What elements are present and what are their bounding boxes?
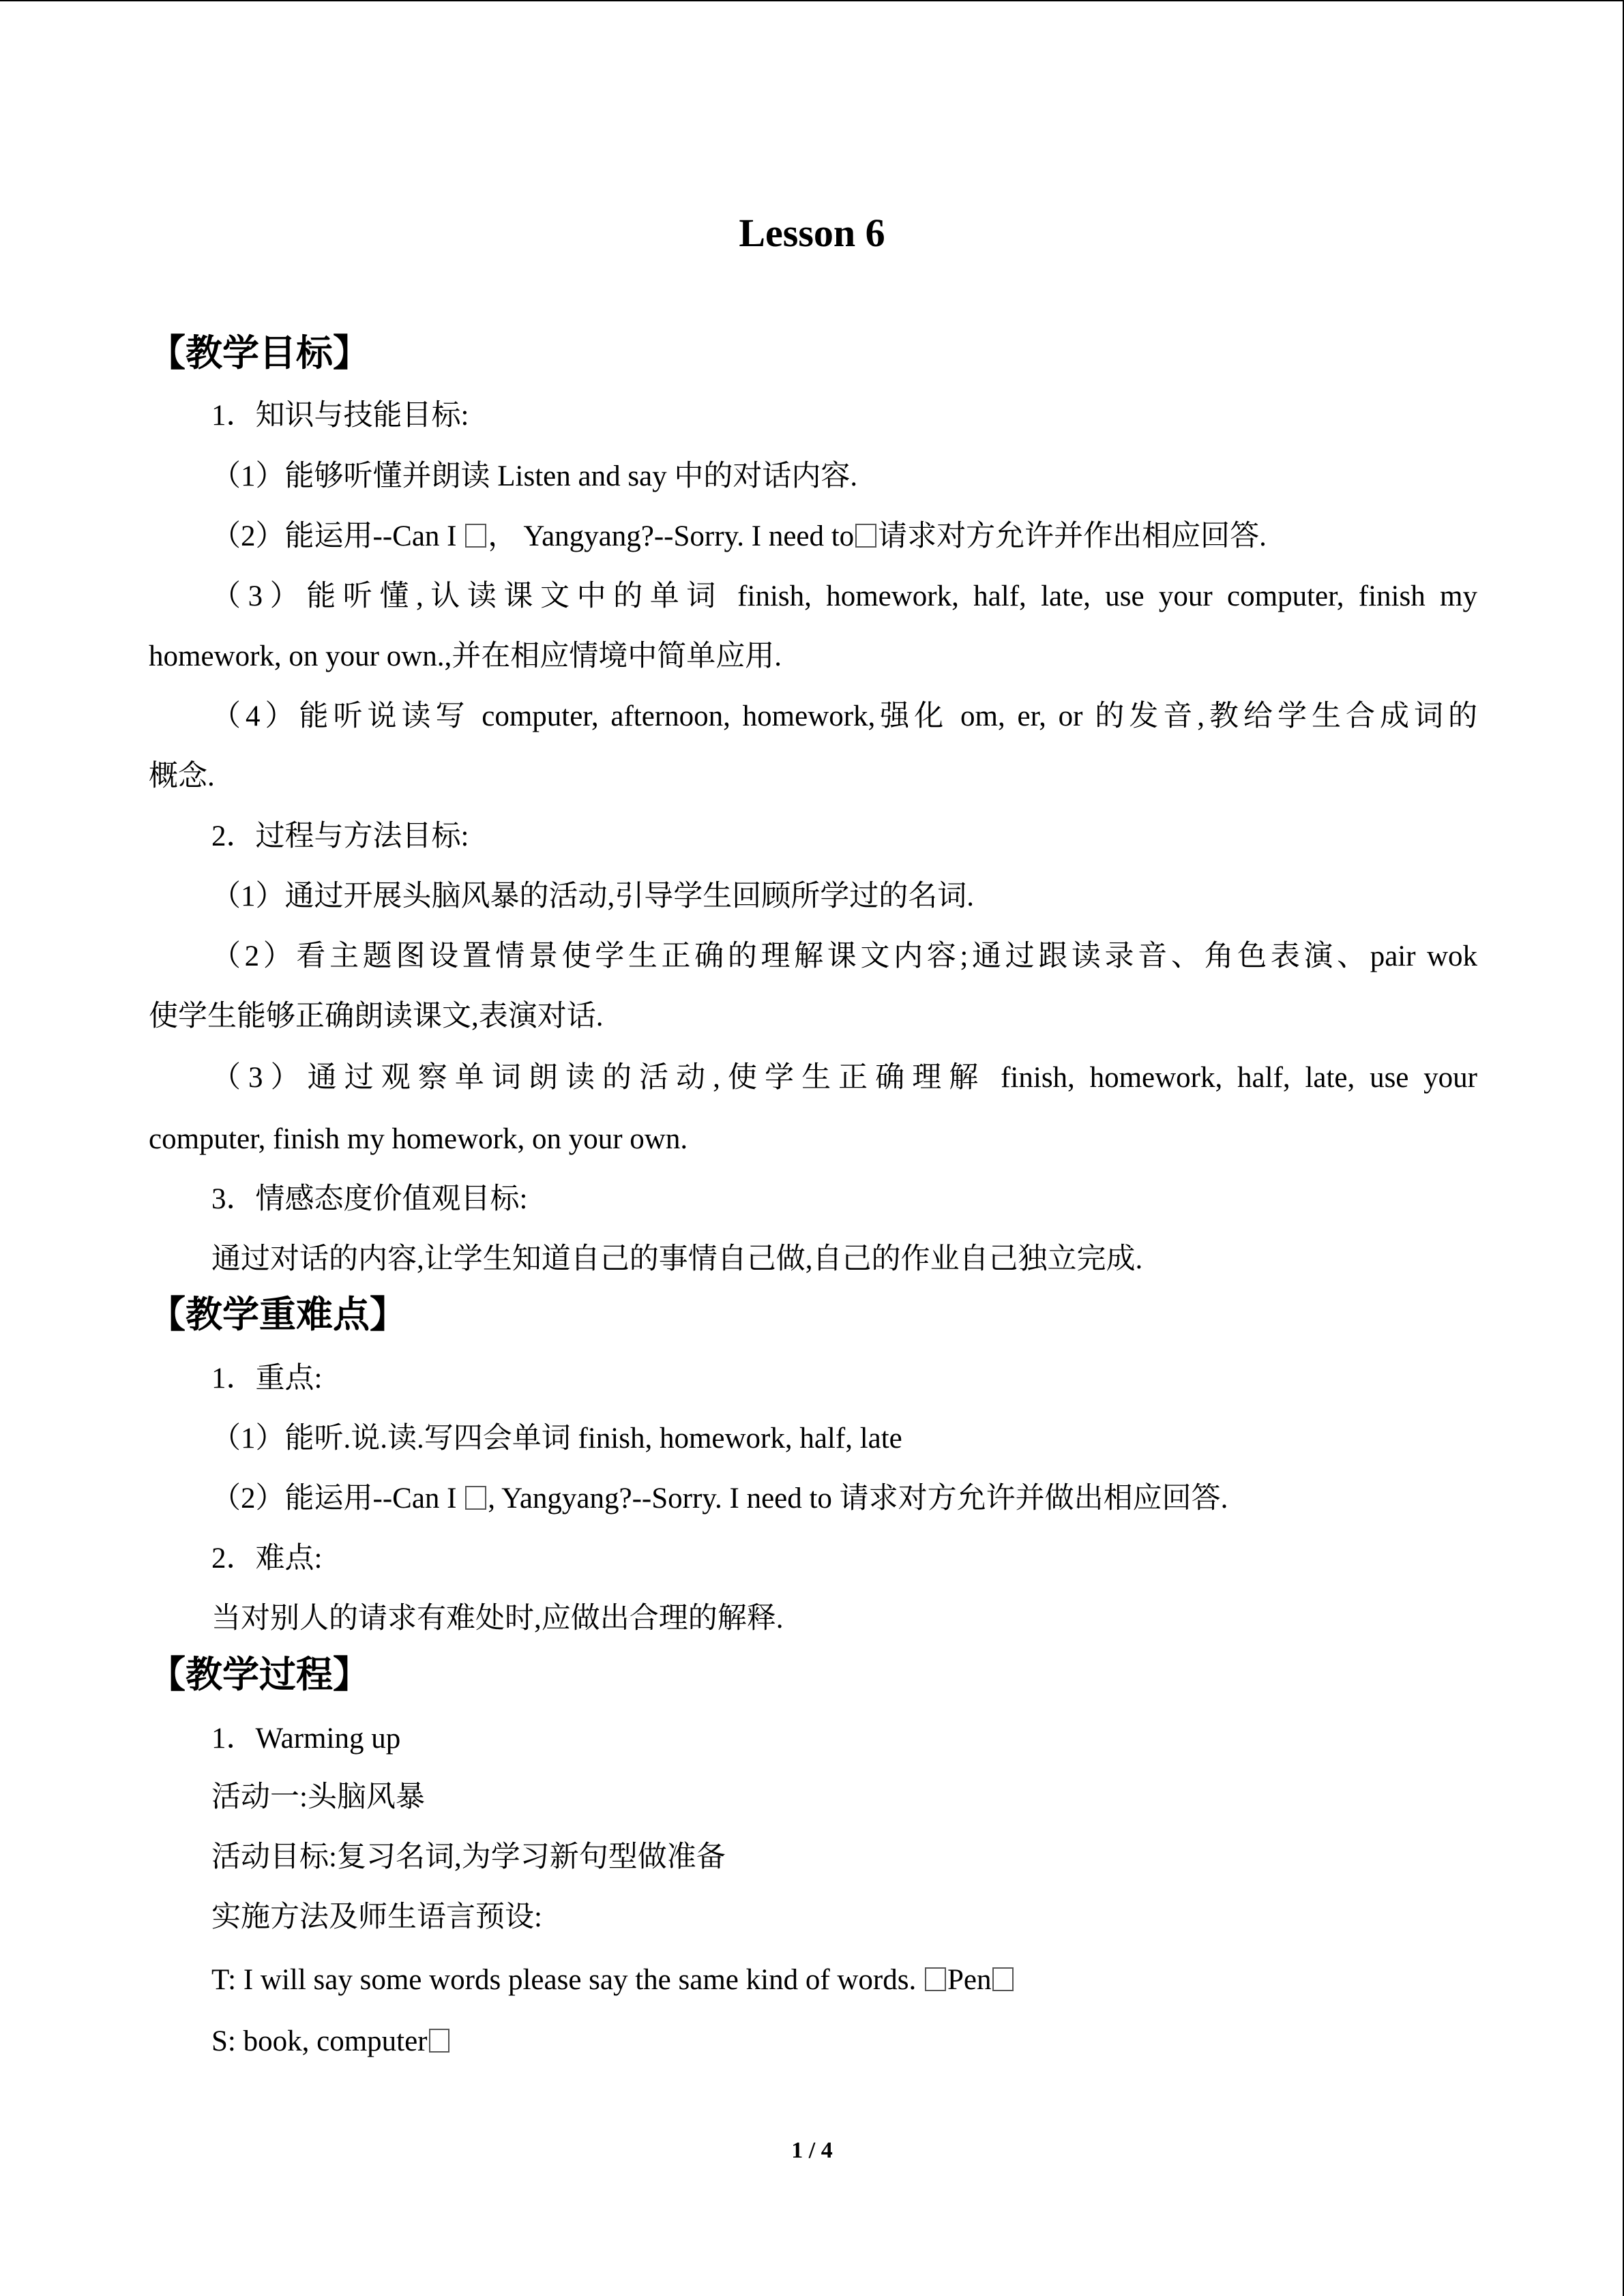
knowledge-item-2 — [211, 516, 1267, 557]
placeholder-box-icon — [992, 1967, 1014, 1991]
difficulty-text: 当对别人的请求有难处时,应做出合理的解释. — [211, 1602, 784, 1635]
process-item-2-line-1: （2）看主题图设置情景使学生正确的理解课文内容;通过跟读录音、角色表演、pair wok — [211, 940, 1477, 972]
method-label: 实施方法及师生语言预设: — [211, 1901, 542, 1933]
activity-title: 活动一:头脑风暴 — [211, 1781, 425, 1813]
placeholder-box-icon — [465, 524, 486, 548]
process-label: 2．过程与方法目标: — [211, 820, 469, 852]
activity-goal: 活动目标:复习名词,为学习新句型做准备 — [211, 1841, 726, 1873]
knowledge-item-4-line-1: （4）能听说读写 computer, afternoon, homework,强化 om, er, or 的发音,教给学生合成词的 — [211, 700, 1477, 732]
emotion-text: 通过对话的内容,让学生知道自己的事情自己做,自己的作业自己独立完成. — [211, 1243, 1143, 1275]
teacher-line — [211, 1960, 1015, 2001]
focus-item-1: （1）能听.说.读.写四会单词 finish, homework, half, late — [211, 1422, 902, 1455]
section-heading-procedure: 【教学过程】 — [149, 1653, 370, 1696]
process-item-3-line-1: （3）通过观察单词朗读的活动,使学生正确理解 finish, homework, half, late, use your — [211, 1062, 1477, 1094]
section-heading-key-points: 【教学重难点】 — [149, 1293, 407, 1336]
focus-label: 1．重点: — [211, 1362, 323, 1395]
focus-item-2-part-b: , Yangyang?--Sorry. I need to 请求对方允许并做出相应回答. — [488, 1482, 1228, 1515]
student-line — [211, 2021, 451, 2062]
knowledge-item-2-part-b: ， Yangyang?--Sorry. I need to — [488, 520, 855, 552]
placeholder-box-icon — [429, 2029, 450, 2053]
placeholder-box-icon — [855, 524, 876, 548]
knowledge-item-3-line-1: （3）能听懂,认读课文中的单词 finish, homework, half, late, use your computer, finish my — [211, 580, 1477, 612]
difficulty-label: 2．难点: — [211, 1542, 323, 1575]
knowledge-item-2-part-a: （2）能运用--Can I — [211, 520, 464, 552]
knowledge-item-4-line-2: 概念. — [149, 760, 215, 792]
knowledge-item-1: （1）能够听懂并朗读 Listen and say 中的对话内容. — [211, 460, 858, 492]
step-label: 1．Warming up — [211, 1723, 401, 1755]
process-item-1: （1）通过开展头脑风暴的活动,引导学生回顾所学过的名词. — [211, 880, 974, 912]
page-title: Lesson 6 — [739, 211, 885, 255]
placeholder-box-icon — [465, 1486, 486, 1510]
emotion-label: 3．情感态度价值观目标: — [211, 1183, 528, 1215]
section-heading-objectives: 【教学目标】 — [149, 331, 370, 374]
focus-item-2-part-a: （2）能运用--Can I — [211, 1482, 464, 1515]
process-item-2-line-2: 使学生能够正确朗读课文,表演对话. — [149, 1000, 604, 1032]
page-number: 1 / 4 — [791, 2138, 833, 2163]
knowledge-item-3-line-2: homework, on your own.,并在相应情境中简单应用. — [149, 640, 782, 672]
knowledge-item-2-part-c: 请求对方允许并作出相应回答. — [878, 520, 1267, 552]
process-item-3-line-2: computer, finish my homework, on your own. — [149, 1123, 688, 1155]
knowledge-label: 1．知识与技能目标: — [211, 400, 469, 432]
teacher-line-part-b: Pen — [947, 1964, 992, 1996]
teacher-line-part-a: T: I will say some words please say the same kind of words. — [211, 1964, 924, 1996]
focus-item-2 — [211, 1478, 1228, 1519]
placeholder-box-icon — [925, 1967, 946, 1991]
student-line-text: S: book, computer — [211, 2025, 428, 2057]
